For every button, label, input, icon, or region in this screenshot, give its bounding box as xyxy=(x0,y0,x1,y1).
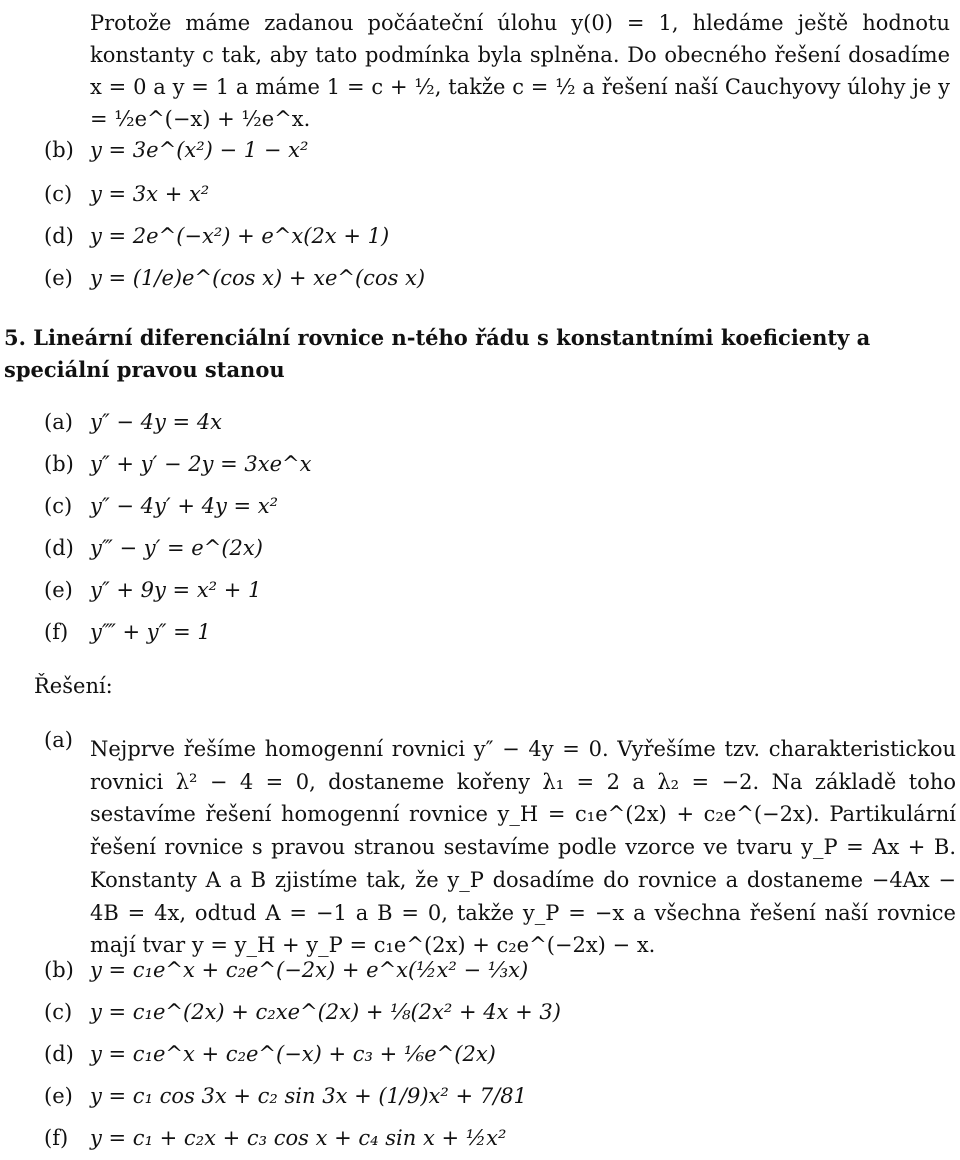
prev-answer-equation: y = (1/e)e^(cos x) + xe^(cos x) xyxy=(90,266,426,290)
problem-equation: y″ − 4y = 4x xyxy=(90,410,223,434)
problem-label: (f) xyxy=(44,620,69,644)
problem-label: (e) xyxy=(44,578,73,602)
prev-answer-equation: y = 2e^(−x²) + e^x(2x + 1) xyxy=(90,224,390,248)
problem-equation: y⁗ + y″ = 1 xyxy=(90,620,211,644)
solution-equation: y = c₁e^(2x) + c₂xe^(2x) + ⅛(2x² + 4x + 3) xyxy=(90,1000,561,1024)
section-heading: 5. Lineární diferenciální rovnice n-tého řádu s konstantními koeficienty a speciální pravou stanou xyxy=(4,325,871,382)
solution-label: (f) xyxy=(44,1126,69,1150)
problem-equation: y‴ − y′ = e^(2x) xyxy=(90,536,263,560)
problem-label: (d) xyxy=(44,536,74,560)
problem-equation: y″ − 4y′ + 4y = x² xyxy=(90,494,279,518)
reseni-heading: Řešení: xyxy=(34,674,113,698)
prev-answer-label: (d) xyxy=(44,224,74,248)
problem-label: (b) xyxy=(44,452,74,476)
prev-answer-label: (c) xyxy=(44,182,73,206)
prev-answer-equation: y = 3x + x² xyxy=(90,182,210,206)
prev-answer-equation: y = 3e^(x²) − 1 − x² xyxy=(90,138,309,162)
problem-label: (c) xyxy=(44,494,73,518)
problem-label: (a) xyxy=(44,410,73,434)
solution-label: (c) xyxy=(44,1000,73,1024)
solution-label: (e) xyxy=(44,1084,73,1108)
intro-paragraph: Protože máme zadanou počáateční úlohu y(0) = 1, hledáme ještě hodnotu konstanty c tak, aby tato podmínka byla splněna. Do obecného řešení dosadíme x = 0 a y = 1 a máme 1 = c + ½, takže c = ½ a řešení naší Cauchyovy úlohy je y = ½e^(−x) + ½e^x. xyxy=(90,11,950,131)
prev-answer-label: (e) xyxy=(44,266,73,290)
prev-answer-label: (b) xyxy=(44,138,74,162)
solution-equation: y = c₁ + c₂x + c₃ cos x + c₄ sin x + ½x² xyxy=(90,1126,507,1150)
problem-equation: y″ + 9y = x² + 1 xyxy=(90,578,262,602)
solution-a-paragraph: Nejprve řešíme homogenní rovnici y″ − 4y = 0. Vyřešíme tzv. charakteristickou rovnici λ² − 4 = 0, dostaneme kořeny λ₁ = 2 a λ₂ = −2. Na základě toho sestavíme řešení homogenní rovnice y_H = c₁e^(2x) + c₂e^(−2x). Partikulární řešení rovnice s pravou stranou sestavíme podle vzorce ve tvaru y_P = Ax + B. Konstanty A a B zjistíme tak, že y_P dosadíme do rovnice a dostaneme −4Ax − 4B = 4x, odtud A = −1 a B = 0, takže y_P = −x a všechna řešení naší rovnice mají tvar y = y_H + y_P = c₁e^(2x) + c₂e^(−2x) − x. xyxy=(90,737,956,958)
solution-equation: y = c₁e^x + c₂e^(−2x) + e^x(½x² − ⅓x) xyxy=(90,958,529,982)
solution-equation: y = c₁e^x + c₂e^(−x) + c₃ + ⅙e^(2x) xyxy=(90,1042,496,1066)
solution-equation: y = c₁ cos 3x + c₂ sin 3x + (1/9)x² + 7/81 xyxy=(90,1084,527,1108)
solution-label: (a) xyxy=(44,728,73,752)
solution-label: (b) xyxy=(44,958,74,982)
solution-label: (d) xyxy=(44,1042,74,1066)
problem-equation: y″ + y′ − 2y = 3xe^x xyxy=(90,452,312,476)
